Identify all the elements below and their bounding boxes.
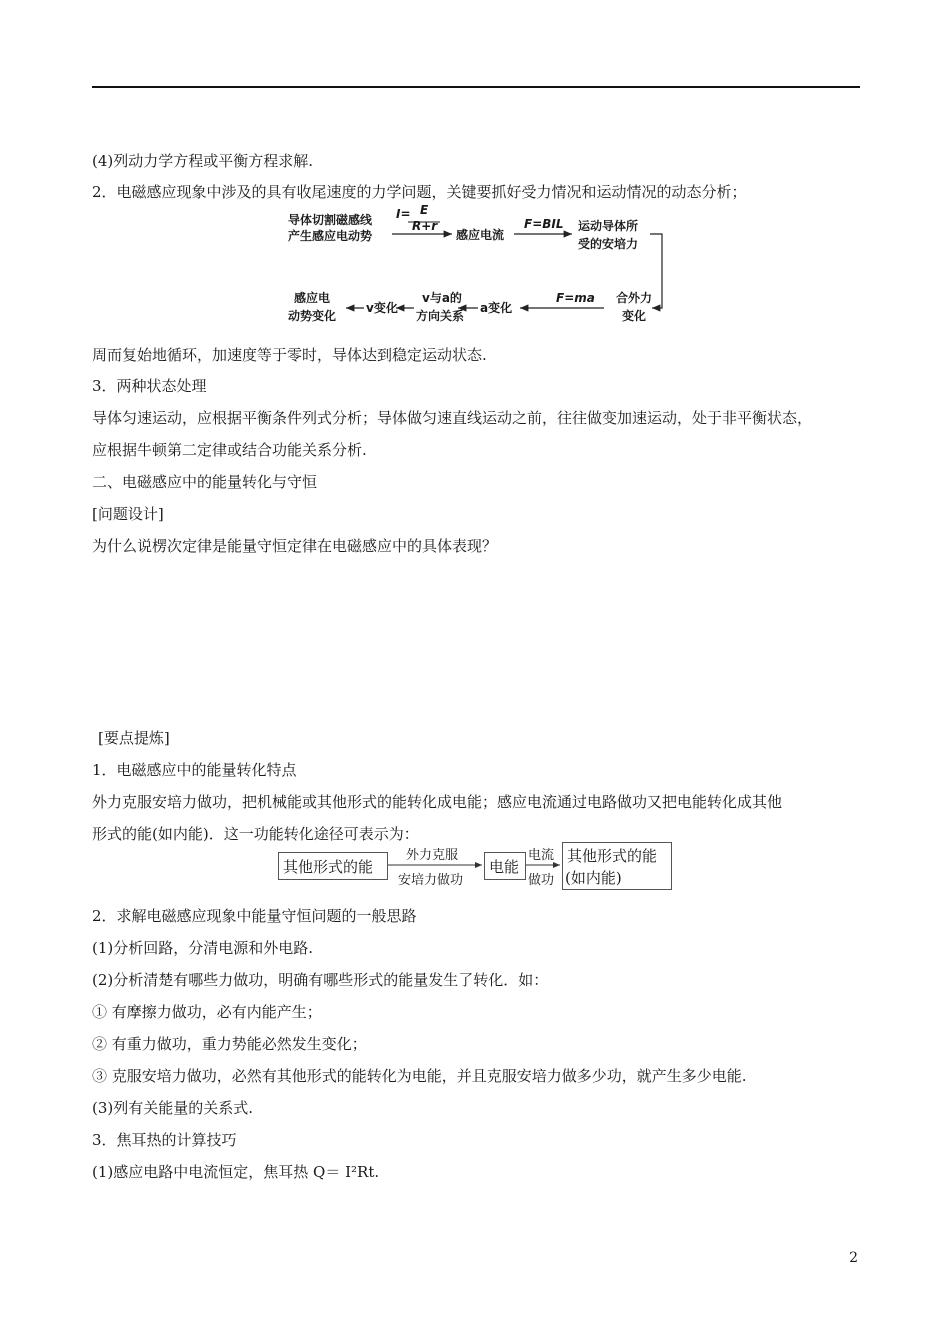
- edge-newton-label: F=ma: [556, 291, 595, 305]
- subsection-label: [问题设计]: [92, 505, 164, 523]
- edge-ohm-numerator: E: [420, 203, 429, 217]
- text-line: (4)列动力学方程或平衡方程求解.: [92, 152, 314, 170]
- energy-conversion-diagram: [278, 842, 678, 890]
- node-emf: 产生感应电动势: [288, 229, 373, 243]
- edge-ohm-denominator: R+r: [412, 219, 438, 233]
- box-electric-energy: 电能: [484, 852, 526, 880]
- list-item: ③ 克服安培力做功，必然有其他形式的能转化为电能，并且克服安培力做多少功，就产生多少电能.: [92, 1067, 747, 1085]
- text-line: (1)感应电路中电流恒定，焦耳热 Q＝ I²Rt.: [92, 1163, 380, 1181]
- node-direction-relation: v与a的: [422, 291, 462, 305]
- text-line: (3)列有关能量的关系式.: [92, 1099, 254, 1117]
- node-cutting-field: 导体切割磁感线: [288, 213, 373, 227]
- edge-ampere-force-label: F=BIL: [524, 217, 564, 231]
- text-line: (1)分析回路，分清电源和外电路.: [92, 939, 314, 957]
- node-net-force: 合外力: [616, 291, 653, 305]
- force-motion-flow-diagram: [280, 203, 680, 333]
- list-item: ① 有摩擦力做功，必有内能产生；: [92, 1003, 322, 1021]
- box-other-energy: 其他形式的能: [278, 852, 388, 880]
- text-line: 外力克服安培力做功，把机械能或其他形式的能转化成电能；感应电流通过电路做功又把电能转化成其他: [92, 793, 783, 811]
- section-heading: 3．焦耳热的计算技巧: [92, 1131, 237, 1149]
- node-net-force: 变化: [622, 309, 647, 323]
- section-heading: 3．两种状态处理: [92, 377, 207, 395]
- box-internal-energy: 其他形式的能 (如内能): [562, 842, 672, 890]
- question-text: 为什么说楞次定律是能量守恒定律在电磁感应中的具体表现？: [92, 537, 498, 555]
- header-rule: [92, 86, 860, 88]
- node-direction-relation: 方向关系: [416, 309, 465, 323]
- edge-ohm-label: I=: [396, 207, 411, 221]
- text-line: 2．电磁感应现象中涉及的具有收尾速度的力学问题，关键要抓好受力情况和运动情况的动态分析；: [92, 183, 747, 201]
- text-line: (2)分析清楚有哪些力做功，明确有哪些形式的能量发生了转化．如：: [92, 971, 549, 989]
- text-line: 应根据牛顿第二定律或结合功能关系分析.: [92, 441, 367, 459]
- node-ampere-force: 受的安培力: [578, 237, 639, 251]
- list-item: ② 有重力做功，重力势能必然发生变化；: [92, 1035, 367, 1053]
- node-acceleration-change: a变化: [480, 301, 513, 315]
- text-line: 周而复始地循环，加速度等于零时，导体达到稳定运动状态.: [92, 346, 487, 364]
- node-ampere-force: 运动导体所: [578, 219, 639, 233]
- arrow-label-work-against-ampere: 安培力做功: [398, 873, 464, 888]
- node-velocity-change: v变化: [366, 301, 398, 315]
- arrow-label-current-work: 做功: [528, 873, 555, 888]
- section-heading: 二、电磁感应中的能量转化与守恒: [92, 473, 318, 491]
- page-number: 2: [849, 1250, 858, 1266]
- node-emf-change: 动势变化: [288, 309, 337, 323]
- section-heading: 2．求解电磁感应现象中能量守恒问题的一般思路: [92, 907, 417, 925]
- node-emf-change: 感应电: [294, 291, 331, 305]
- text-line: 形式的能(如内能)．这一功能转化途径可表示为：: [92, 825, 419, 843]
- section-heading: 1．电磁感应中的能量转化特点: [92, 761, 297, 779]
- arrow-label-work-against-ampere: 外力克服: [406, 848, 459, 863]
- text-line: 导体匀速运动，应根据平衡条件列式分析；导体做匀速直线运动之前，往往做变加速运动，处于非平衡状态，: [92, 409, 813, 427]
- arrow-label-current-work: 电流: [528, 848, 555, 863]
- node-induced-current: 感应电流: [456, 228, 505, 242]
- subsection-label: [要点提炼]: [98, 729, 170, 747]
